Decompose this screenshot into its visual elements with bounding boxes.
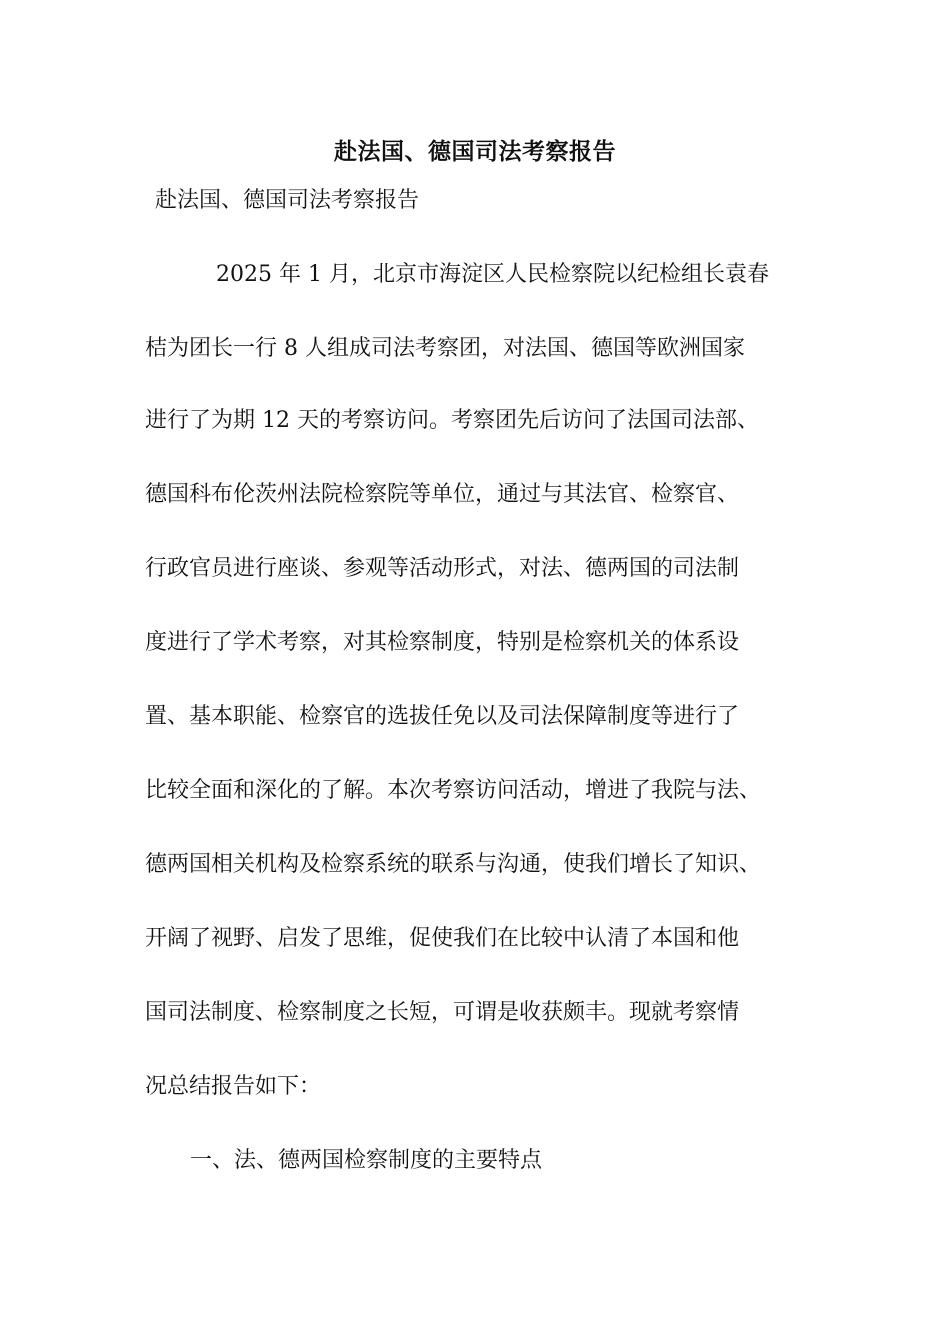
paragraph-line: 桔为团长一行 8 人组成司法考察团，对法国、德国等欧洲国家 [145, 336, 745, 361]
section-heading: 一、法、德两国检察制度的主要特点 [190, 1148, 543, 1173]
paragraph-line: 比较全面和深化的了解。本次考察访问活动，增进了我院与法、 [145, 778, 762, 803]
paragraph-line: 况总结报告如下： [145, 1074, 322, 1099]
document-subtitle: 赴法国、德国司法考察报告 [155, 188, 420, 213]
paragraph-line: 度进行了学术考察，对其检察制度，特别是检察机关的体系设 [145, 630, 740, 655]
paragraph-line: 德国科布伦茨州法院检察院等单位，通过与其法官、检察官、 [145, 482, 740, 507]
paragraph-line: 行政官员进行座谈、参观等活动形式，对法、德两国的司法制 [145, 556, 740, 581]
paragraph-line: 德两国相关机构及检察系统的联系与沟通，使我们增长了知识、 [145, 852, 762, 877]
document-title: 赴法国、德国司法考察报告 [334, 138, 616, 165]
paragraph-line: 开阔了视野、启发了思维，促使我们在比较中认清了本国和他 [145, 926, 740, 951]
paragraph-line: 2025 年 1 月，北京市海淀区人民检察院以纪检组长袁春 [216, 262, 769, 287]
paragraph-line: 置、基本职能、检察官的选拔任免以及司法保障制度等进行了 [145, 704, 740, 729]
paragraph-line: 国司法制度、检察制度之长短，可谓是收获颇丰。现就考察情 [145, 1000, 740, 1025]
paragraph-line: 进行了为期 12 天的考察访问。考察团先后访问了法国司法部、 [145, 408, 759, 433]
